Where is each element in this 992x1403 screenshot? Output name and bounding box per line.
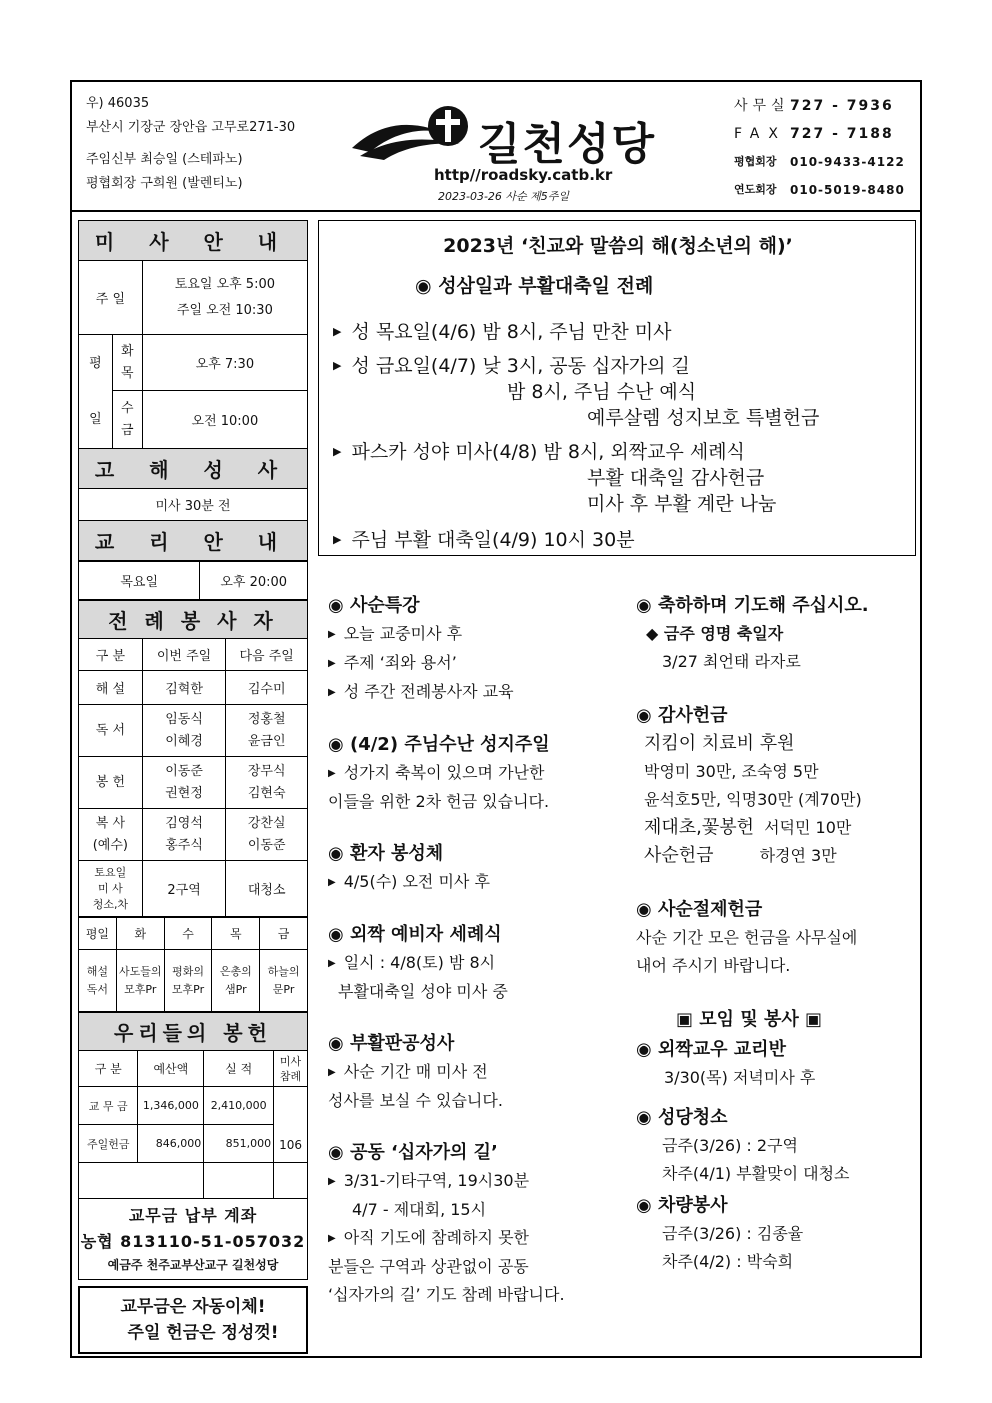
col-header: 목 [212, 918, 260, 950]
wed-fri-label: 수 금 [112, 391, 142, 449]
account-title: 교무금 납부 계좌 [128, 1206, 258, 1225]
list-item: 금주(3/26) : 2구역 [662, 1136, 798, 1155]
this-week: 임동식 이혜경 [142, 705, 226, 757]
budget: 846,000 [138, 1125, 204, 1163]
announcements-col-1 [328, 592, 618, 1309]
next-week: 정홍철 윤금인 [226, 705, 308, 757]
list-item: 이들을 위한 2차 헌금 있습니다. [328, 792, 550, 811]
col-header: 다음 주일 [226, 639, 308, 671]
left-sidebar [78, 220, 308, 1354]
contact-value: 010-9433-4122 [790, 155, 905, 169]
table-row [79, 757, 308, 809]
account-box [78, 1199, 308, 1280]
table-row [79, 705, 308, 757]
col-header: 구 분 [79, 1051, 138, 1087]
line-text: 성 금요일(4/7) 낮 3시, 공동 십자가의 길 [351, 355, 690, 377]
catechism-table [78, 561, 308, 600]
actual: 851,000 [204, 1125, 274, 1163]
triangle-bullet-icon: ▶ [328, 658, 336, 669]
section-heading: ◉ 사순절제헌금 [636, 899, 763, 920]
liturgy-line [333, 351, 690, 378]
role: 독 서 [79, 705, 143, 757]
list-item: 박영미 30만, 조숙영 5만 [644, 762, 819, 781]
offering-title: 우리들의 봉헌 [79, 1013, 308, 1051]
budget: 1,346,000 [138, 1087, 204, 1125]
list-item: 금주(3/26) : 김종율 [662, 1224, 804, 1243]
section-heading: ◉ 외짝교우 교리반 [636, 1039, 786, 1060]
col-header: 이번 주일 [142, 639, 226, 671]
address: 부산시 기장군 장안읍 고무로271-30 [86, 120, 296, 135]
list-item: 내어 주시기 바랍니다. [636, 956, 791, 975]
cell: 사도들의 모후Pr [116, 950, 164, 1012]
contact-label: 연도회장 [734, 183, 777, 196]
next-week: 대청소 [226, 861, 308, 917]
tue-thu-label: 화 목 [112, 335, 142, 391]
weekday-label: 일 [89, 411, 102, 427]
section-heading: ▣ 모임 및 봉사 ▣ [676, 1009, 823, 1030]
tue-thu-time: 오후 7:30 [142, 335, 307, 391]
triangle-bullet-icon: ▶ [333, 359, 342, 372]
list-item: 3/30(목) 저녁미사 후 [664, 1068, 816, 1087]
postal-code: 우) 46035 [86, 96, 150, 111]
list-item: 차주(4/2) : 박숙희 [662, 1252, 794, 1271]
col-header: 구 분 [79, 639, 143, 671]
list-item: 분들은 구역과 상관없이 공동 [328, 1257, 529, 1276]
list-item: ◆ 금주 영명 축일자 [646, 624, 784, 643]
list-item: ▶ 성가지 축복이 있으며 가난한 [328, 763, 545, 782]
announcements-col-2 [636, 592, 916, 1276]
next-week: 장무식 김현숙 [226, 757, 308, 809]
list-item: 4/7 - 제대회, 15시 [352, 1200, 487, 1219]
notice-line: 교무금은 자동이체! [120, 1297, 266, 1317]
sunday-label: 주 일 [79, 261, 143, 335]
contact-label: 평협회장 [734, 155, 777, 168]
liturgy-line [333, 437, 745, 464]
triangle-bullet-icon: ▶ [328, 629, 336, 640]
section-heading: ◉ 공동 ‘십자가의 길’ [328, 1142, 498, 1163]
section-heading: ◉ 차량봉사 [636, 1195, 728, 1216]
list-item: ▶ 성 주간 전례봉사자 교육 [328, 682, 514, 701]
this-week: 김혁한 [142, 671, 226, 705]
sunday-time: 토요일 오후 5:00 [174, 276, 275, 292]
triangle-bullet-icon: ▶ [333, 325, 342, 338]
this-week: 이동준 권현정 [142, 757, 226, 809]
triangle-bullet-icon: ▶ [333, 533, 342, 546]
role: 해 설 [79, 671, 143, 705]
list-item: 윤석호5만, 익명30만 (계70만) [644, 790, 862, 809]
table-row [79, 950, 308, 1012]
list-item: 사순헌금 하경연 3만 [644, 845, 837, 866]
cell: 해설 독서 [79, 950, 117, 1012]
list-item: ▶ 오늘 교중미사 후 [328, 624, 463, 643]
confession-title: 고 해 성 사 [79, 449, 308, 489]
line-text: 주님 부활 대축일(4/9) 10시 30분 [351, 529, 635, 551]
bulletin-date: 2023-03-26 사순 제5주일 [438, 190, 570, 203]
church-logo [350, 96, 690, 206]
list-item: ▶ 주제 ‘죄와 용서’ [328, 653, 457, 672]
liturgy-subtitle: ◉ 성삼일과 부활대축일 전례 [415, 275, 654, 297]
catechism-day: 목요일 [79, 562, 200, 600]
mass-title: 미 사 안 내 [79, 221, 308, 261]
list-item: ‘십자가의 길’ 기도 참례 바랍니다. [328, 1285, 565, 1304]
label: 주일헌금 [79, 1125, 138, 1163]
account-holder: 예금주 천주교부산교구 길천성당 [107, 1258, 279, 1272]
liturgy-line: 밤 8시, 주님 수난 예식 [507, 381, 697, 403]
triangle-bullet-icon: ▶ [328, 768, 336, 779]
list-item: 차주(4/1) 부활맞이 대청소 [662, 1164, 850, 1183]
section-heading: ◉ 부활판공성사 [328, 1033, 455, 1054]
section-heading: ◉ 축하하며 기도해 주십시오. [636, 595, 869, 616]
triangle-bullet-icon: ▶ [328, 1176, 336, 1187]
col-header: 예산액 [138, 1051, 204, 1087]
label: 교 무 금 [79, 1087, 138, 1125]
notice-box [78, 1286, 308, 1354]
section-heading: ◉ 외짝 예비자 세례식 [328, 924, 502, 945]
table-row [79, 1087, 308, 1125]
table-row [79, 671, 308, 705]
notice-line: 주일 헌금은 정성껏! [127, 1323, 279, 1343]
catechism-time: 오후 20:00 [200, 562, 308, 600]
section-heading: ◉ 사순특강 [328, 595, 420, 616]
contact-label: 사무실 [734, 98, 790, 114]
this-week: 2구역 [142, 861, 226, 917]
col-header: 평일 [79, 918, 117, 950]
list-item: 3/27 최언태 라자로 [662, 652, 801, 671]
attendance: 106 [274, 1087, 308, 1163]
this-week: 김영석 홍주식 [142, 809, 226, 861]
line-text: 파스카 성야 미사(4/8) 밤 8시, 외짝교우 세례식 [351, 441, 745, 463]
cross-wave-icon [350, 102, 480, 162]
contact-label: FAX [734, 126, 787, 142]
liturgy-line [333, 525, 635, 552]
table-row [79, 861, 308, 917]
triangle-bullet-icon: ▶ [328, 1067, 336, 1078]
triangle-bullet-icon: ▶ [333, 445, 342, 458]
next-week: 강찬실 이동준 [226, 809, 308, 861]
table-row [79, 809, 308, 861]
col-header: 화 [116, 918, 164, 950]
council-president: 평협회장 구희원 (발렌티노) [86, 176, 243, 191]
contact-value: 727 - 7188 [790, 126, 894, 142]
col-header: 실 적 [204, 1051, 274, 1087]
confession-text: 미사 30분 전 [79, 489, 308, 521]
header [72, 82, 920, 212]
contact-value: 727 - 7936 [790, 98, 894, 114]
section-heading: ◉ (4/2) 주님수난 성지주일 [328, 734, 550, 755]
list-item: 부활대축일 성야 미사 중 [338, 982, 508, 1001]
liturgy-line: 미사 후 부활 계란 나눔 [587, 493, 777, 515]
col-header: 금 [260, 918, 308, 950]
wed-fri-time: 오전 10:00 [142, 391, 307, 449]
header-contacts [734, 92, 905, 204]
sunday-time: 주일 오전 10:30 [176, 302, 273, 318]
list-item: ▶ 사순 기간 매 미사 전 [328, 1062, 488, 1081]
line-text: 성 목요일(4/6) 밤 8시, 주님 만찬 미사 [351, 321, 672, 343]
list-item: 지킴이 치료비 후원 [644, 733, 795, 754]
section-heading: ◉ 성당청소 [636, 1107, 728, 1128]
triangle-bullet-icon: ▶ [328, 958, 336, 969]
main-announcement [318, 220, 916, 556]
liturgy-line: 예루살렘 성지보호 특별헌금 [587, 407, 820, 429]
table-row [79, 1125, 308, 1163]
actual: 2,410,000 [204, 1087, 274, 1125]
role: 복 사 (예수) [79, 809, 143, 861]
schedule-table [78, 220, 308, 561]
pastor: 주임신부 최승일 (스테파노) [86, 152, 243, 167]
role: 토요일 미 사 청소,차 [79, 861, 143, 917]
ministers-table [78, 600, 308, 917]
contact-value: 010-5019-8480 [790, 183, 905, 197]
weekday-label: 평 [89, 355, 102, 371]
cell: 평화의 모후Pr [164, 950, 212, 1012]
offering-table [78, 1012, 308, 1199]
church-url[interactable]: http//roadsky.catb.kr [434, 166, 613, 184]
section-heading: ◉ 환자 봉성체 [328, 843, 444, 864]
list-item: ▶ 4/5(수) 오전 미사 후 [328, 872, 490, 891]
header-left [86, 92, 295, 196]
col-header: 미사 참례 [274, 1051, 308, 1087]
list-item: 사순 기간 모은 헌금을 사무실에 [636, 928, 858, 947]
list-item: ▶ 아직 기도에 참례하지 못한 [328, 1228, 529, 1247]
list-item: 제대초,꽃봉헌 서덕민 10만 [644, 817, 852, 838]
weekday-ministers-table [78, 917, 308, 1012]
cell: 하늘의 문Pr [260, 950, 308, 1012]
next-week: 김수미 [226, 671, 308, 705]
list-item: ▶ 3/31-기타구역, 19시30분 [328, 1171, 530, 1190]
list-item: 성사를 보실 수 있습니다. [328, 1091, 503, 1110]
col-header: 수 [164, 918, 212, 950]
list-item: ▶ 일시 : 4/8(토) 밤 8시 [328, 953, 496, 972]
role: 봉 헌 [79, 757, 143, 809]
church-name: 길천성당 [478, 119, 657, 170]
section-heading: ◉ 감사헌금 [636, 705, 728, 726]
triangle-bullet-icon: ▶ [328, 877, 336, 888]
catechism-title: 교 리 안 내 [79, 521, 308, 561]
bulletin-page [70, 80, 922, 1358]
year-theme: 2023년 ‘친교와 말씀의 해(청소년의 해)’ [443, 235, 793, 257]
ministers-title: 전 례 봉 사 자 [79, 601, 308, 639]
cell: 은총의 샘Pr [212, 950, 260, 1012]
triangle-bullet-icon: ▶ [328, 687, 336, 698]
liturgy-line [333, 317, 672, 344]
account-number: 농협 813110-51-057032 [80, 1232, 306, 1251]
triangle-bullet-icon: ▶ [328, 1233, 336, 1244]
liturgy-line: 부활 대축일 감사헌금 [587, 467, 765, 489]
